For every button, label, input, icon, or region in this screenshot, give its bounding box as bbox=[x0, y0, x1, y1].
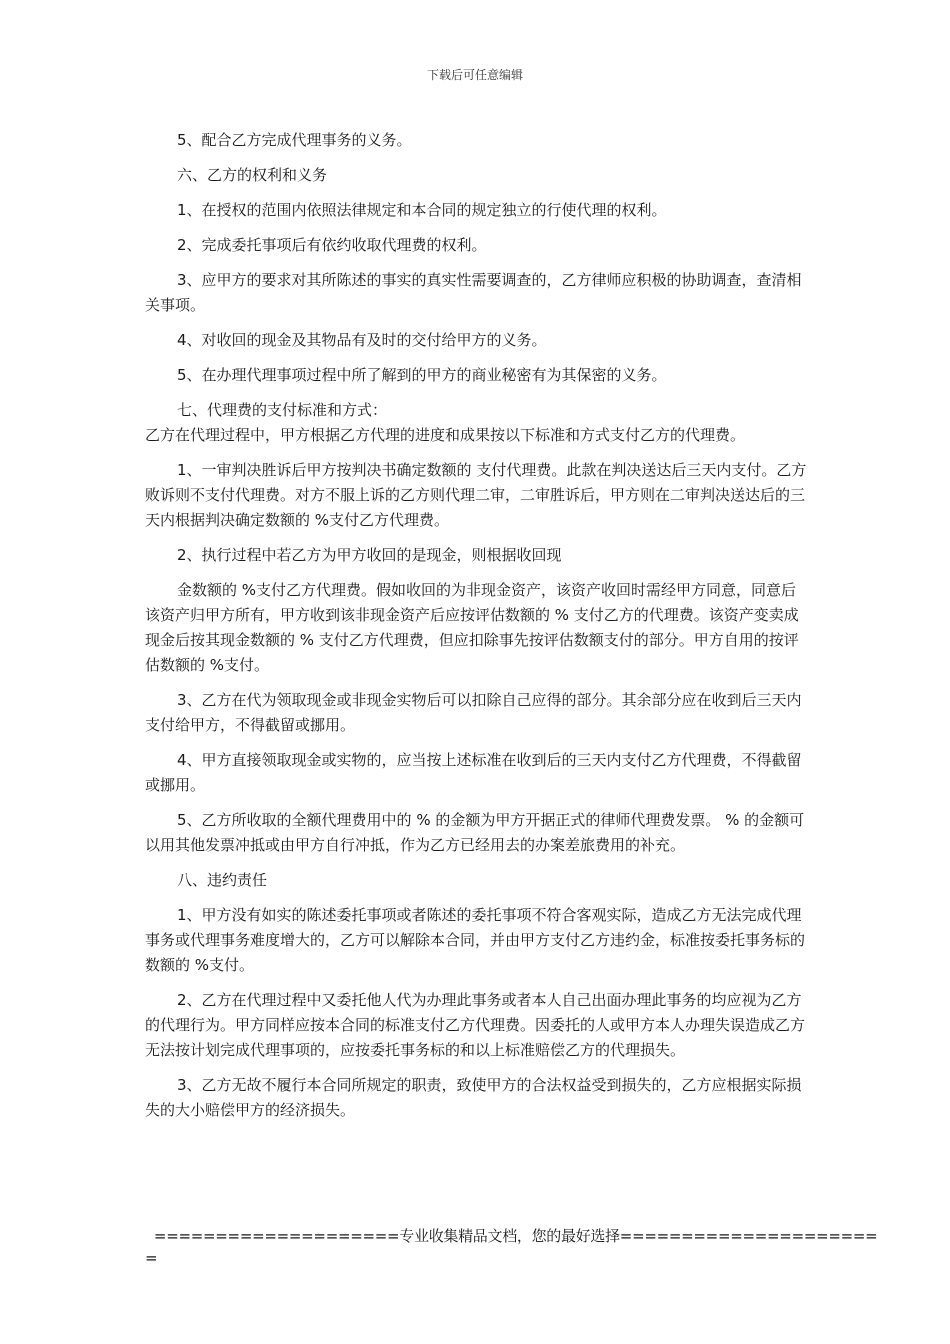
section-heading: 六、乙方的权利和义务 bbox=[177, 166, 328, 184]
paragraph: 1、一审判决胜诉后甲方按判决书确定数额的 支付代理费。此款在判决送达后三天内支付。乙方败诉则不支付代理费。对方不服上诉的乙方则代理二审，二审胜诉后，甲方则在二审判决送达后的三天内根据判决确定数额的 %支付乙方代理费。 bbox=[145, 461, 807, 529]
paragraph: 2、完成委托事项后有依约收取代理费的权利。 bbox=[177, 236, 487, 254]
document-body bbox=[145, 128, 810, 1133]
paragraph: 1、在授权的范围内依照法律规定和本合同的规定独立的行使代理的权利。 bbox=[177, 201, 667, 219]
section-heading: 八、违约责任 bbox=[177, 871, 268, 889]
paragraph: 5、在办理代理事项过程中所了解到的甲方的商业秘密有为其保密的义务。 bbox=[177, 366, 667, 384]
paragraph: 4、对收回的现金及其物品有及时的交付给甲方的义务。 bbox=[177, 331, 547, 349]
paragraph: 5、配合乙方完成代理事务的义务。 bbox=[177, 131, 412, 149]
page-header: 下载后可任意编辑 bbox=[426, 68, 523, 82]
footer-line: = bbox=[145, 1249, 158, 1267]
paragraph: 2、乙方在代理过程中又委托他人代为办理此事务或者本人自己出面办理此事务的均应视为乙方的代理行为。甲方同样应按本合同的标准支付乙方代理费。因委托的人或甲方本人办理失误造成乙方无法按计划完成代理事项的，应按委托事务标的和以上标准赔偿乙方的代理损失。 bbox=[145, 991, 806, 1059]
paragraph: 乙方在代理过程中，甲方根据乙方代理的进度和成果按以下标准和方式支付乙方的代理费。 bbox=[145, 426, 746, 444]
paragraph: 3、应甲方的要求对其所陈述的事实的真实性需要调查的，乙方律师应积极的协助调查，查清相关事项。 bbox=[145, 271, 802, 314]
page-footer bbox=[145, 1225, 878, 1269]
section-heading: 七、代理费的支付标准和方式： bbox=[177, 401, 388, 419]
footer-line: ====================专业收集精品文档，您的最好选择===================== bbox=[145, 1227, 878, 1245]
paragraph: 5、乙方所收取的全额代理费用中的 % 的金额为甲方开据正式的律师代理费发票。 % 的金额可以用其他发票冲抵或由甲方自行冲抵，作为乙方已经用去的办案差旅费用的补充。 bbox=[145, 811, 805, 854]
paragraph: 金数额的 %支付乙方代理费。假如收回的为非现金资产，该资产收回时需经甲方同意，同意后该资产归甲方所有，甲方收到该非现金资产后应按评估数额的 % 支付乙方的代理费。该资产变卖成现金后按其现金数额的 % 支付乙方代理费，但应扣除事先按评估数额支付的部分。甲方自用的按评估数额的 %支付。 bbox=[145, 581, 799, 674]
paragraph: 1、甲方没有如实的陈述委托事项或者陈述的委托事项不符合客观实际，造成乙方无法完成代理事务或代理事务难度增大的，乙方可以解除本合同，并由甲方支付乙方违约金，标准按委托事务标的数额的 %支付。 bbox=[145, 906, 806, 974]
paragraph: 2、执行过程中若乙方为甲方收回的是现金，则根据收回现 bbox=[177, 546, 562, 564]
paragraph: 3、乙方在代为领取现金或非现金实物后可以扣除自己应得的部分。其余部分应在收到后三天内支付给甲方，不得截留或挪用。 bbox=[145, 691, 802, 734]
paragraph: 4、甲方直接领取现金或实物的，应当按上述标准在收到后的三天内支付乙方代理费，不得截留或挪用。 bbox=[145, 751, 802, 794]
paragraph: 3、乙方无故不履行本合同所规定的职责，致使甲方的合法权益受到损失的，乙方应根据实际损失的大小赔偿甲方的经济损失。 bbox=[145, 1076, 802, 1119]
